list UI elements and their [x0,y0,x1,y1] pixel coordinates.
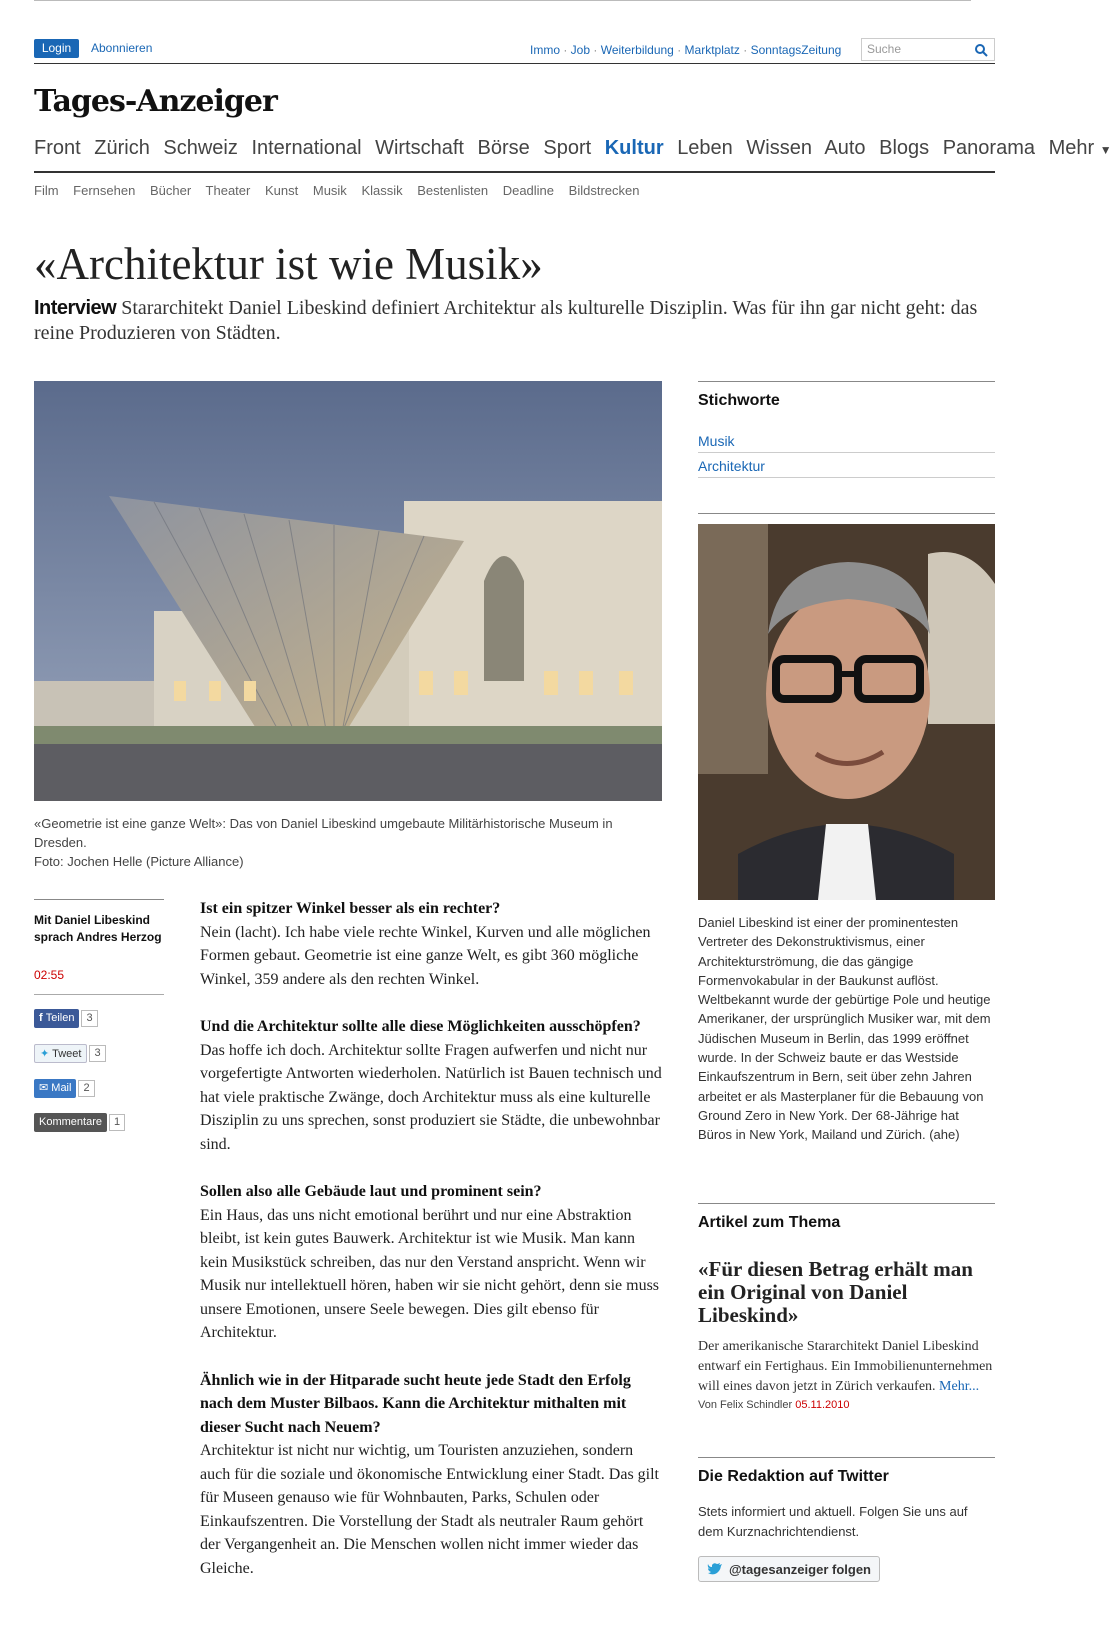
subnav-item-buecher[interactable]: Bücher [149,183,192,198]
portrait-bio: Daniel Libeskind ist einer der prominentesten Vertreter des Dekonstruktivismus, einer Architekturströmung, die das gängige Formenvokabular in der Baukunst auflöst. Weltbekannt wurde der gebürtige Pole und heutige Amerikaner, der ursprünglich Musiker war, mit dem Jüdischen Museum in Berlin, das 1999 eröffnet wurde. In der Schweiz baute er das Westside Einkaufszentrum in Bern, seit über zehn Jahren arbeitet er als Masterplaner für die Bebauung von Ground Zero in New York. Der 68-Jährige hat Büros in New York, Mailand und Zürich. (ahe) [698,915,991,1143]
related-more-link[interactable]: Mehr... [939,1379,980,1394]
nav-divider [34,171,995,173]
qa-answer: Nein (lacht). Ich habe viele rechte Winkel, Kurven und alle möglichen Formen gebaut. Geometrie ist eine ganze Welt, es gibt 360 mögliche Winkel, 359 andere als den rechten Winkel. [200,923,651,988]
portrait-photo[interactable] [698,524,995,900]
qa-question: Und die Architektur sollte alle diese Möglichkeiten ausschöpfen? [200,1018,641,1035]
subnav-item-fernsehen[interactable]: Fernsehen [73,183,136,198]
mail-label: Mail [51,1082,72,1094]
nav-mehr-label: Mehr [1048,137,1095,159]
facebook-count: 3 [81,1010,97,1027]
photo-caption [34,814,664,871]
login-button[interactable]: Login [34,39,79,58]
share-twitter[interactable] [34,1044,164,1063]
nav-item-panorama[interactable]: Panorama [942,137,1035,159]
mail-button[interactable] [34,1079,76,1098]
caret-down-icon: ▼ [1099,143,1112,157]
nav-item-wissen[interactable]: Wissen [746,137,812,159]
keywords-box [698,381,995,478]
nav-item-wirtschaft[interactable]: Wirtschaft [375,137,464,159]
subnav-item-musik[interactable]: Musik [312,183,347,198]
article-body [200,897,665,1604]
keywords-heading: Stichworte [698,381,995,410]
author-name: Mit Daniel Libeskind sprach Andres Herzog [34,913,162,944]
nav-item-leben[interactable]: Leben [677,137,733,159]
related-heading: Artikel zum Thema [698,1203,995,1232]
share-facebook[interactable] [34,1009,164,1028]
twitter-icon: ✦ [40,1048,53,1060]
nav-item-zuerich[interactable]: Zürich [94,137,150,159]
header-divider [34,63,995,64]
article-lead-text: Stararchitekt Daniel Libeskind definiert Architektur als kulturelle Disziplin. Was für ihn gar nicht geht: das reine Produzieren von Städten. [34,297,978,344]
related-author: Von Felix Schindler [698,1399,793,1411]
keyword-link-musik[interactable]: Musik [698,428,995,453]
article-kicker: Interview [34,297,117,319]
search-icon[interactable] [974,43,988,57]
related-teaser-text: Der amerikanische Stararchitekt Daniel Libeskind entwarf ein Fertighaus. Ein Immobilienunternehmen will eines davon jetzt in Zürich verkaufen. [698,1339,993,1394]
search-input[interactable] [861,38,995,61]
nav-item-sport[interactable]: Sport [543,137,592,159]
twitter-box [698,1457,995,1582]
facebook-icon: f [39,1012,46,1024]
article-title: «Architektur ist wie Musik» [34,239,543,289]
nav-item-mehr[interactable] [1049,137,1112,159]
sub-nav [34,183,650,198]
service-link-marktplatz[interactable]: Marktplatz [684,43,740,57]
related-date: 05.11.2010 [795,1399,850,1411]
service-links: Immo · Job · Weiterbildung · Marktplatz · SonntagsZeitung [530,43,842,57]
comments-button[interactable]: Kommentare [34,1113,107,1132]
nav-item-blogs[interactable]: Blogs [879,137,930,159]
nav-item-auto[interactable]: Auto [824,137,866,159]
twitter-follow-button[interactable] [698,1556,880,1582]
qa-question: Ähnlich wie in der Hitparade sucht heute jede Stadt den Erfolg nach dem Muster Bilbaos. Kann die Architektur mithalten mit dieser Sucht nach Neuem? [200,1371,631,1436]
twitter-text: Stets informiert und aktuell. Folgen Sie uns auf dem Kurznachrichtendienst. [698,1504,968,1539]
subnav-item-kunst[interactable]: Kunst [264,183,299,198]
subscribe-link[interactable]: Abonnieren [91,41,153,55]
twitter-bird-icon [707,1562,723,1576]
qa-block [200,1015,665,1156]
share-mail[interactable] [34,1079,164,1098]
top-divider [34,0,971,1]
nav-item-boerse[interactable]: Börse [477,137,530,159]
article-time: 02:55 [34,968,164,995]
tweet-button[interactable] [34,1044,87,1063]
site-logo[interactable]: Tages-Anzeiger [34,84,277,119]
service-link-weiterbildung[interactable]: Weiterbildung [600,43,674,57]
related-title-link[interactable]: «Für diesen Betrag erhält man ein Original von Daniel Libeskind» [698,1257,973,1327]
tweet-count: 3 [89,1045,105,1062]
share-comments[interactable] [34,1113,164,1132]
related-teaser [698,1337,995,1397]
search-placeholder: Suche [867,42,902,56]
nav-item-schweiz[interactable]: Schweiz [163,137,238,159]
subnav-item-klassik[interactable]: Klassik [361,183,403,198]
tweet-label: Tweet [52,1048,82,1060]
qa-question: Sollen also alle Gebäude laut und prominent sein? [200,1183,542,1200]
subnav-item-theater[interactable]: Theater [205,183,251,198]
subnav-item-deadline[interactable]: Deadline [502,183,555,198]
qa-block [200,1369,665,1581]
service-link-immo[interactable]: Immo [530,43,560,57]
nav-item-front[interactable]: Front [34,137,81,159]
article-lead [34,296,994,346]
nav-item-international[interactable]: International [251,137,362,159]
subnav-item-bildstrecken[interactable]: Bildstrecken [568,183,640,198]
qa-answer: Ein Haus, das uns nicht emotional berührt und nur eine Abstraktion bleibt, ist kein gutes Bauwerk. Architektur ist wie Musik. Man kann kein Musikstück schreiben, das nur den Verstand anspricht. Wenn wir Musik nur intellektuell hören, haben wir sie nicht gehört, denn sie muss unsere Emotionen, unsere Seele bewegen. Dies gilt ebenso für Architektur. [200,1206,660,1341]
qa-question: Ist ein spitzer Winkel besser als ein rechter? [200,900,501,917]
facebook-share-label: Teilen [45,1012,75,1024]
qa-answer: Architektur ist nicht nur wichtig, um Touristen anzuziehen, sondern auch für die soziale und ökonomische Entwicklung einer Stadt. Das gilt für Museen genauso wie für Wohnbauten, Parks, Schulen oder Einkaufszentren. Die Vorstellung der Stadt als neutraler Raum gehört der Vergangenheit an. Die Menschen wollen nicht immer wieder das Gleiche. [200,1442,659,1577]
main-nav [34,137,1120,160]
author-box [34,899,164,995]
qa-answer: Das hoffe ich doch. Architektur sollte Fragen aufwerfen und nicht nur vorgefertigte Antworten wiederholen. Natürlich ist Bauen technisch und hat viele praktische Zwänge, doch Architektur muss als eine kulturelle Disziplin zu uns sprechen, sonst produziert sie Städte, die unbewohnbar sind. [200,1041,662,1153]
mail-count: 2 [78,1080,94,1097]
twitter-heading: Die Redaktion auf Twitter [698,1457,995,1486]
photo-credit: Foto: Jochen Helle (Picture Alliance) [34,854,244,869]
article-photo[interactable] [34,381,662,801]
facebook-share-button[interactable] [34,1009,79,1028]
mail-icon: ✉ [39,1082,52,1094]
sidebar-divider [698,513,995,514]
keyword-link-architektur[interactable]: Architektur [698,453,995,478]
twitter-follow-label: @tagesanzeiger folgen [729,1561,871,1577]
service-link-job[interactable]: Job [570,43,591,57]
related-articles [698,1203,995,1411]
nav-item-kultur[interactable]: Kultur [604,137,664,159]
qa-block [200,897,665,991]
subnav-item-bestenlisten[interactable]: Bestenlisten [417,183,489,198]
subnav-item-film[interactable]: Film [34,183,59,198]
related-byline [698,1399,995,1411]
comments-count: 1 [109,1114,125,1131]
caption-text: «Geometrie ist eine ganze Welt»: Das von Daniel Libeskind umgebaute Militärhistorische Museum in Dresden. [34,816,613,850]
service-link-sonntagszeitung[interactable]: SonntagsZeitung [750,43,842,57]
qa-block [200,1180,665,1345]
